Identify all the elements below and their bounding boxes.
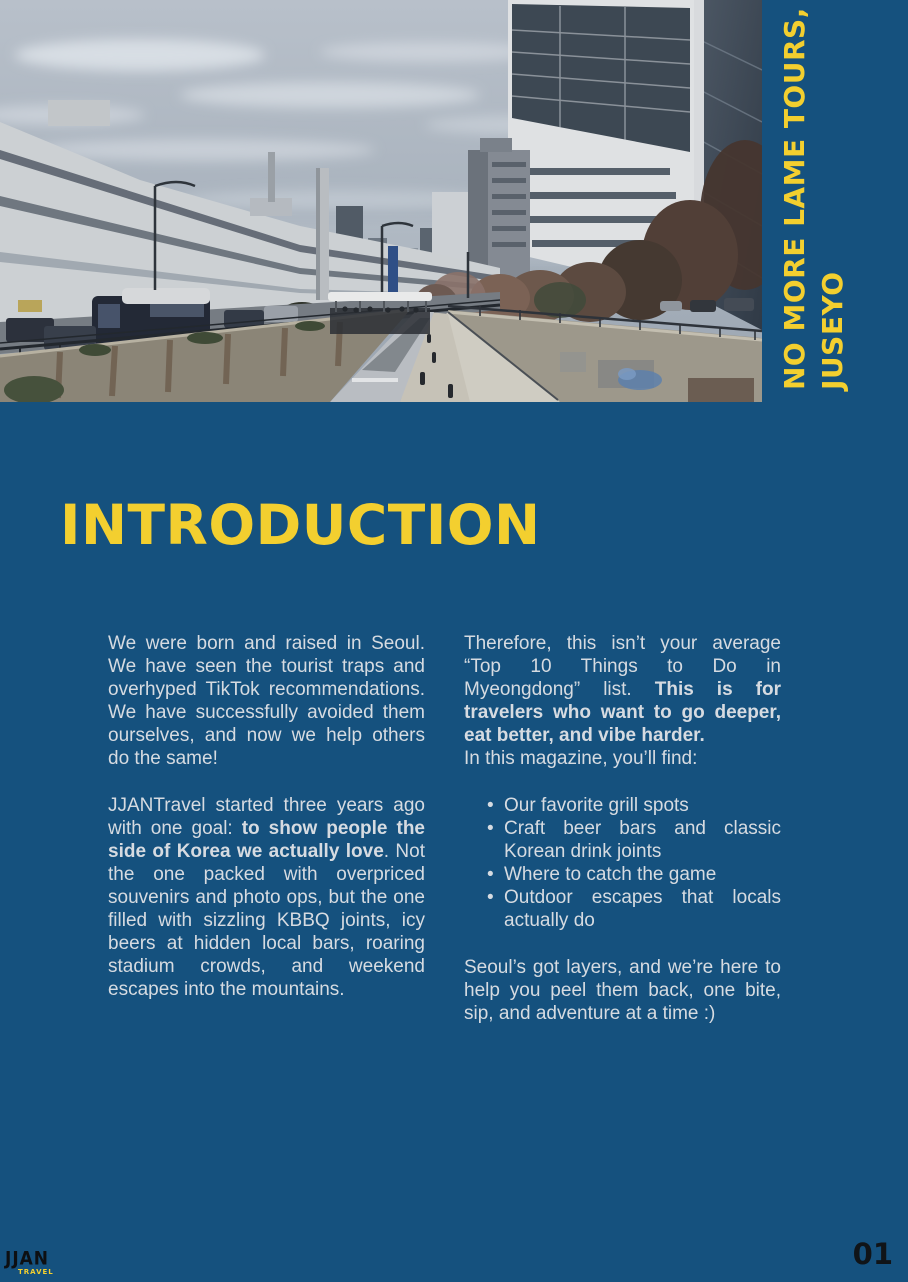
- jjan-travel-logo: [5, 1248, 54, 1276]
- list-item: • Outdoor escapes that locals actually do: [504, 886, 781, 932]
- left-column: [108, 632, 425, 1025]
- list-item: • Where to catch the game: [504, 863, 781, 886]
- list-item: • Craft beer bars and classic Korean drink joints: [504, 817, 781, 863]
- logo-main-text: JJAN: [5, 1248, 50, 1270]
- left-paragraph-1: We were born and raised in Seoul. We have seen the tourist traps and overhyped TikTok recommendations. We have successfully avoided them ourselves, and now we help others do the same!: [108, 633, 425, 769]
- hero-tagline: [776, 7, 852, 390]
- right-paragraph-1: Therefore, this isn’t your average “Top 10 Things to Do in Myeongdong” list. This is for travelers who want to go deeper, eat better, and vibe harder.: [464, 633, 781, 746]
- right-column: [464, 632, 781, 1025]
- tagline-line-1: NO MORE LAME TOURS,: [777, 7, 811, 390]
- list-item: • Our favorite grill spots: [504, 794, 781, 817]
- canopy-bridge: [328, 292, 432, 334]
- page-title: INTRODUCTION: [60, 493, 541, 557]
- body-columns: [108, 632, 781, 1025]
- magazine-find-line: In this magazine, you’ll find:: [464, 748, 698, 769]
- hero-photo: [0, 0, 762, 402]
- right-paragraph-2: Seoul’s got layers, and we’re here to help you peel them back, one bite, sip, and adventure at a time :): [464, 957, 781, 1024]
- logo-sub-text: TRAVEL: [18, 1268, 54, 1276]
- page-number: 01: [852, 1237, 893, 1271]
- highlights-list: [464, 794, 781, 932]
- tagline-line-2: JUSEYO: [815, 271, 849, 390]
- left-paragraph-2: JJANTravel started three years ago with one goal: to show people the side of Korea we actually love. Not the one packed with overpriced souvenirs and photo ops, but the one filled with sizzling KBBQ joints, icy beers at hidden local bars, roaring stadium crowds, and weekend escapes into the mountains.: [108, 795, 425, 1000]
